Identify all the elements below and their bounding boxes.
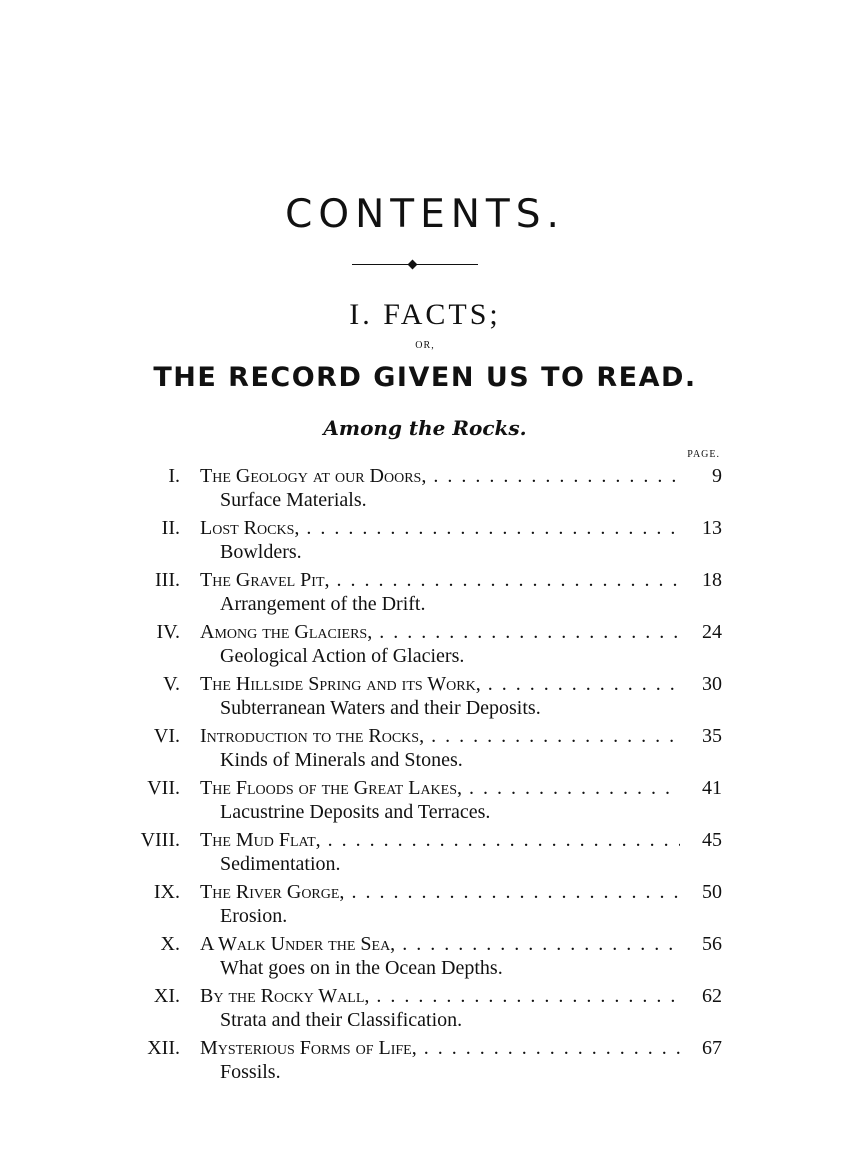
chapter-subtitle: Bowlders. (220, 541, 302, 563)
page-number: 35 (702, 725, 722, 747)
chapter-title: A Walk Under the Sea, . . . (200, 931, 680, 957)
chapter-title: The River Gorge, . . . (200, 879, 680, 905)
chapter-number: XII. (147, 1037, 180, 1059)
chapter-title: Introduction to the Rocks, . . . (200, 723, 680, 749)
chapter-number: II. (161, 517, 180, 539)
chapter-title: By the Rocky Wall, . . . (200, 983, 680, 1009)
chapter-number: VIII. (140, 829, 180, 851)
chapter-number: VI. (153, 725, 180, 747)
chapter-subtitle: Arrangement of the Drift. (220, 593, 426, 615)
contents-heading: CONTENTS. (285, 192, 565, 237)
toc-entry (0, 723, 850, 775)
page-number: 41 (702, 777, 722, 799)
table-of-contents (0, 463, 850, 1087)
chapter-subtitle: Lacustrine Deposits and Terraces. (220, 801, 491, 823)
chapter-number: X. (160, 933, 180, 955)
toc-entry (0, 775, 850, 827)
page-number: 50 (702, 881, 722, 903)
chapter-number: V. (163, 673, 180, 695)
page-number: 56 (702, 933, 722, 955)
diamond-ornament-icon (408, 260, 418, 270)
chapter-title: Among the Glaciers, . . . (200, 619, 680, 645)
chapter-number: VII. (147, 777, 180, 799)
toc-entry (0, 879, 850, 931)
chapter-number: XI. (153, 985, 180, 1007)
page-number: 18 (702, 569, 722, 591)
toc-entry (0, 619, 850, 671)
page-number: 62 (702, 985, 722, 1007)
page-number: 13 (702, 517, 722, 539)
chapter-subtitle: Geological Action of Glaciers. (220, 645, 465, 667)
chapter-number: I. (168, 465, 180, 487)
chapter-number: IX. (153, 881, 180, 903)
page-number: 9 (712, 465, 722, 487)
chapter-title: Mysterious Forms of Life, . . . (200, 1035, 680, 1061)
or-connector: OR, (415, 340, 435, 351)
part-subtitle: THE RECORD GIVEN US TO READ. (153, 362, 697, 393)
chapter-subtitle: Fossils. (220, 1061, 281, 1083)
chapter-subtitle: Subterranean Waters and their Deposits. (220, 697, 541, 719)
part-title: I. FACTS; (349, 298, 501, 331)
toc-entry (0, 671, 850, 723)
chapter-title: The Mud Flat, . . . (200, 827, 680, 853)
page-number: 24 (702, 621, 722, 643)
chapter-subtitle: Erosion. (220, 905, 288, 927)
chapter-subtitle: Strata and their Classification. (220, 1009, 463, 1031)
chapter-title: The Gravel Pit, . . . (200, 567, 680, 593)
chapter-title: The Geology at our Doors, . . . (200, 463, 680, 489)
toc-entry (0, 567, 850, 619)
page-number: 30 (702, 673, 722, 695)
chapter-number: III. (155, 569, 180, 591)
toc-entry (0, 463, 850, 515)
section-heading: Among the Rocks. (323, 416, 527, 440)
toc-entry (0, 827, 850, 879)
chapter-subtitle: Kinds of Minerals and Stones. (220, 749, 463, 771)
page-number: 67 (702, 1037, 722, 1059)
page-column-label: PAGE. (687, 449, 720, 460)
chapter-number: IV. (156, 621, 180, 643)
toc-entry (0, 1035, 850, 1087)
toc-entry (0, 515, 850, 567)
chapter-subtitle: What goes on in the Ocean Depths. (220, 957, 503, 979)
toc-entry (0, 931, 850, 983)
toc-entry (0, 983, 850, 1035)
chapter-title: The Floods of the Great Lakes, . . . (200, 775, 680, 801)
page-number: 45 (702, 829, 722, 851)
chapter-title: Lost Rocks, . . . (200, 515, 680, 541)
ornamental-rule (352, 264, 478, 265)
chapter-subtitle: Sedimentation. (220, 853, 341, 875)
chapter-title: The Hillside Spring and its Work, . . . (200, 671, 680, 697)
chapter-subtitle: Surface Materials. (220, 489, 367, 511)
